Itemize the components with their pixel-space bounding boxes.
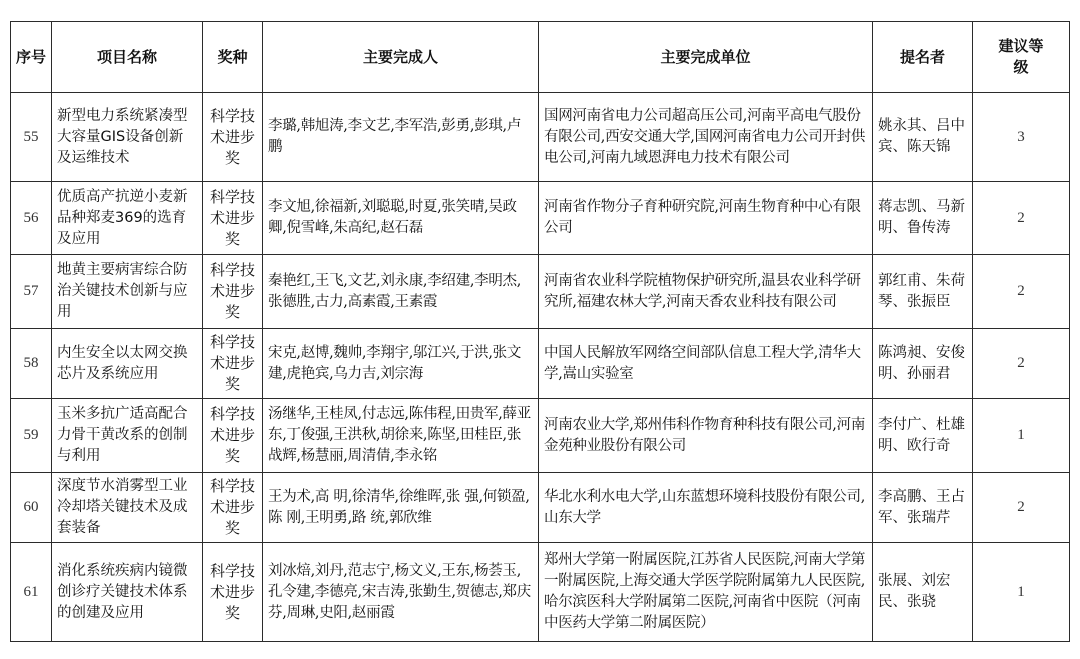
cell-project-name: 玉米多抗广适高配合力骨干黄改系的创制与利用 [52, 399, 203, 473]
cell-suggested-grade: 1 [973, 399, 1070, 473]
cell-main-people: 李文旭,徐福新,刘聪聪,时夏,张笑晴,吴政卿,倪雪峰,朱高纪,赵石磊 [263, 182, 539, 255]
cell-suggested-grade: 3 [973, 93, 1070, 182]
cell-suggested-grade: 2 [973, 255, 1070, 329]
cell-nominator: 李付广、杜雄明、欧行奇 [873, 399, 973, 473]
cell-main-people: 秦艳红,王飞,文艺,刘永康,李绍建,李明杰,张德胜,古力,高素霞,王素霞 [263, 255, 539, 329]
cell-nominator: 蒋志凯、马新明、鲁传涛 [873, 182, 973, 255]
cell-seq: 61 [11, 543, 52, 642]
cell-project-name: 消化系统疾病内镜微创诊疗关键技术体系的创建及应用 [52, 543, 203, 642]
cell-main-people: 李璐,韩旭涛,李文艺,李军浩,彭勇,彭琪,卢鹏 [263, 93, 539, 182]
cell-project-name: 新型电力系统紧凑型大容量GIS设备创新及运维技术 [52, 93, 203, 182]
cell-project-name: 内生安全以太网交换芯片及系统应用 [52, 329, 203, 399]
table-row [11, 543, 1070, 642]
cell-nominator: 郭红甫、朱荷琴、张振臣 [873, 255, 973, 329]
cell-nominator: 陈鸿昶、安俊明、孙丽君 [873, 329, 973, 399]
cell-main-people: 刘冰焙,刘丹,范志宁,杨文义,王东,杨荟玉,孔令建,李德亮,宋吉涛,张勤生,贺德志,郑庆芬,周琳,史阳,赵丽霞 [263, 543, 539, 642]
header-seq: 序号 [11, 22, 52, 93]
cell-seq: 58 [11, 329, 52, 399]
cell-main-units: 河南农业大学,郑州伟科作物育种科技有限公司,河南金苑种业股份有限公司 [539, 399, 873, 473]
table-row [11, 182, 1070, 255]
header-nominator: 提名者 [873, 22, 973, 93]
cell-award-type: 科学技术进步奖 [203, 93, 263, 182]
cell-suggested-grade: 2 [973, 329, 1070, 399]
table-row [11, 255, 1070, 329]
cell-suggested-grade: 2 [973, 182, 1070, 255]
cell-seq: 59 [11, 399, 52, 473]
cell-seq: 56 [11, 182, 52, 255]
cell-suggested-grade: 1 [973, 543, 1070, 642]
cell-award-type: 科学技术进步奖 [203, 255, 263, 329]
cell-main-units: 中国人民解放军网络空间部队信息工程大学,清华大学,嵩山实验室 [539, 329, 873, 399]
cell-main-people: 王为术,高 明,徐清华,徐维晖,张 强,何锁盈,陈 刚,王明勇,路 统,郭欣维 [263, 473, 539, 543]
cell-project-name: 优质高产抗逆小麦新品种郑麦369的选育及应用 [52, 182, 203, 255]
cell-main-units: 河南省作物分子育种研究院,河南生物育种中心有限公司 [539, 182, 873, 255]
cell-award-type: 科学技术进步奖 [203, 182, 263, 255]
cell-seq: 57 [11, 255, 52, 329]
cell-main-units: 郑州大学第一附属医院,江苏省人民医院,河南大学第一附属医院,上海交通大学医学院附属第九人民医院,哈尔滨医科大学附属第二医院,河南省中医院（河南中医药大学第二附属医院） [539, 543, 873, 642]
table-row [11, 473, 1070, 543]
cell-main-units: 华北水利水电大学,山东蓝想环境科技股份有限公司,山东大学 [539, 473, 873, 543]
cell-main-units: 国网河南省电力公司超高压公司,河南平高电气股份有限公司,西安交通大学,国网河南省电力公司开封供电公司,河南九域恩湃电力技术有限公司 [539, 93, 873, 182]
table-row [11, 329, 1070, 399]
cell-nominator: 张展、刘宏民、张骁 [873, 543, 973, 642]
cell-suggested-grade: 2 [973, 473, 1070, 543]
cell-main-people: 宋克,赵博,魏帅,李翔宇,邬江兴,于洪,张文建,虎艳宾,乌力吉,刘宗海 [263, 329, 539, 399]
cell-nominator: 李高鹏、王占军、张瑞芹 [873, 473, 973, 543]
cell-award-type: 科学技术进步奖 [203, 473, 263, 543]
cell-seq: 60 [11, 473, 52, 543]
header-suggested-grade: 建议等级 [973, 22, 1070, 93]
table-row [11, 93, 1070, 182]
header-main-people: 主要完成人 [263, 22, 539, 93]
cell-main-people: 汤继华,王桂凤,付志远,陈伟程,田贵军,薛亚东,丁俊强,王洪秋,胡徐来,陈坚,田桂臣,张战辉,杨慧丽,周清倩,李永铭 [263, 399, 539, 473]
awards-table [10, 21, 1070, 642]
cell-project-name: 地黄主要病害综合防治关键技术创新与应用 [52, 255, 203, 329]
cell-award-type: 科学技术进步奖 [203, 543, 263, 642]
header-award-type: 奖种 [203, 22, 263, 93]
header-project-name: 项目名称 [52, 22, 203, 93]
cell-project-name: 深度节水消雾型工业冷却塔关键技术及成套装备 [52, 473, 203, 543]
cell-award-type: 科学技术进步奖 [203, 399, 263, 473]
table-row [11, 399, 1070, 473]
table-header-row [11, 22, 1070, 93]
cell-award-type: 科学技术进步奖 [203, 329, 263, 399]
cell-nominator: 姚永其、吕中宾、陈天锦 [873, 93, 973, 182]
header-main-units: 主要完成单位 [539, 22, 873, 93]
cell-main-units: 河南省农业科学院植物保护研究所,温县农业科学研究所,福建农林大学,河南天香农业科技有限公司 [539, 255, 873, 329]
cell-seq: 55 [11, 93, 52, 182]
